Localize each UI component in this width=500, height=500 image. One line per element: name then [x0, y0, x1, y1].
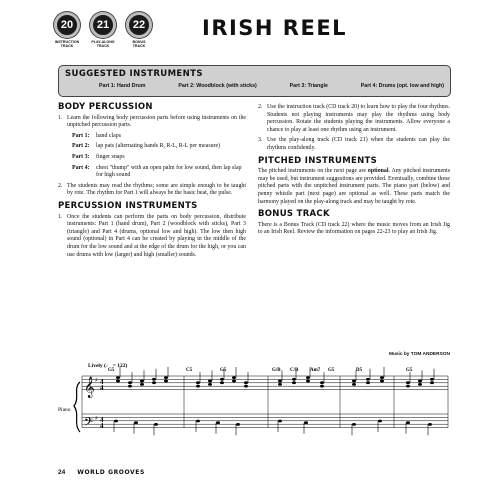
note-head — [306, 380, 310, 383]
note-head — [430, 381, 434, 384]
bonus-track-heading: BONUS TRACK — [258, 209, 330, 220]
note-head — [428, 423, 432, 426]
note-head — [216, 421, 220, 424]
note-head — [406, 381, 410, 384]
cd-icon: 22 — [126, 12, 152, 38]
chord-symbol: C/B — [290, 368, 299, 373]
note-head — [306, 376, 310, 379]
instrument-part-1: Part 1: Hand Drum — [99, 83, 146, 89]
part-label: Part 1: — [72, 132, 90, 139]
note-head — [278, 420, 282, 423]
treble-clef-icon: 𝄞 — [84, 377, 95, 398]
instrument-label: Piano — [58, 407, 71, 413]
list-item: 1. Once the students can perform the parts on body percussion, distribute instruments: Part 1 (hand drum), Part 2 (woodblock with sticks), Part 3 (triangle) and Part 4 (drums, optional low and high). The low then high sound (optional) in Part 4 can be created by playing in the middle of the drum for the low sound and at the edge of the drum for the high, or you can use drums with low (larger) and high (smaller) sounds. — [58, 213, 246, 258]
part-label: Part 4: — [72, 164, 90, 171]
part-text: chest "thump" with an open palm for low sound, then lap slap for high sound — [96, 164, 242, 179]
list-item: 2. The students may read the rhythms; some are simple enough to be taught by rote. The rhythm for Part 1 will always be the basic beat, the pulse. — [58, 182, 246, 197]
note-head — [116, 380, 120, 383]
optional-emphasis: optional — [367, 168, 389, 175]
note-head — [164, 380, 168, 383]
badge-label-line1: BONUS — [132, 40, 146, 44]
page-title: IRISH REEL — [202, 16, 348, 40]
chord-symbol: Am7 — [310, 368, 321, 373]
note-head — [236, 423, 240, 426]
note-head — [128, 385, 132, 388]
note-head — [366, 381, 370, 384]
note-head — [232, 380, 236, 383]
track-badges — [52, 12, 154, 48]
note-head — [116, 376, 120, 379]
note-head — [140, 383, 144, 386]
note-head — [244, 381, 248, 384]
body-percussion-step-2: The students may read the rhythms; some are simple enough to be taught by rote. The rhythm for Part 1 will always be the basic beat, the pulse. — [67, 182, 246, 197]
instrument-part-4: Part 4: Drums (opt. low and high) — [360, 83, 444, 89]
piano-score — [58, 358, 450, 458]
badge-label-line1: PLAY-ALONG — [91, 40, 115, 44]
note-head — [128, 381, 132, 384]
time-signature-icon: 4 — [100, 422, 104, 430]
right-column — [258, 104, 450, 237]
cd-icon: 20 — [54, 12, 80, 38]
percussion-instruments-heading: PERCUSSION INSTRUMENTS — [58, 200, 198, 211]
bass-clef-icon: 𝄢 — [84, 416, 94, 432]
percussion-step-3: Use the play-along track (CD track 21) when the students can play the rhythms confidently. — [267, 137, 450, 151]
instrument-part-3: Part 3: Triangle — [289, 83, 328, 89]
note-head — [352, 380, 356, 383]
pitched-instruments-heading: PITCHED INSTRUMENTS — [258, 155, 378, 166]
note-head — [152, 381, 156, 384]
note-head — [430, 378, 434, 381]
suggested-instruments-box — [58, 65, 451, 97]
note-head — [220, 381, 224, 384]
list-item: 2. Use the instruction track (CD track 20) to learn how to play the four rhythms. Students not playing instruments may play the rhythms using body percussion. Rotate the students playing the instruments. Allow everyone a chance to play at least one rhythm using an instrument. — [258, 104, 450, 133]
chord-symbol: G5 — [328, 368, 335, 373]
track-badge-instruction — [52, 12, 82, 48]
note-head — [196, 381, 200, 384]
note-head — [114, 420, 118, 423]
tempo-marking: Lively (♩ = 122) — [88, 363, 128, 369]
bonus-track-text: There is a Bonus Track (CD track 22) where the music moves from an Irish Jig to an Irish Reel. Review the information on pages 22-23 to play an Irish Jig. — [258, 221, 450, 236]
chord-symbol: C5 — [186, 368, 193, 373]
note-head — [196, 385, 200, 388]
note-head — [152, 378, 156, 381]
note-head — [208, 383, 212, 386]
part-row — [72, 165, 246, 180]
note-head — [380, 380, 384, 383]
brace-icon — [74, 382, 80, 432]
note-head — [278, 380, 282, 383]
left-column — [58, 104, 246, 259]
percussion-step-1: Once the students can perform the parts on body percussion, distribute instruments: Part 1 (hand drum), Part 2 (woodblock with sticks), Part 3 (triangle) and Part 4 (drums, optional low and high). The low then high sound (optional) in Part 4 can be created by playing in the middle of the drum for the low sound and at the edge of the drum for the high, or you can use drums with low (larger) and high (smaller) sounds. — [67, 213, 246, 258]
part-label: Part 2: — [72, 143, 90, 150]
note-head — [406, 421, 410, 424]
instrument-part-2: Part 2: Woodblock (with sticks) — [178, 83, 257, 89]
note-head — [232, 376, 236, 379]
note-head — [208, 380, 212, 383]
part-label: Part 3: — [72, 153, 90, 160]
note-head — [292, 378, 296, 381]
note-head — [378, 420, 382, 423]
list-item: 3. Use the play-along track (CD track 21) when the students can play the rhythms confidently. — [258, 137, 450, 151]
cd-icon: 21 — [90, 12, 116, 38]
note-head — [196, 420, 200, 423]
chord-symbol: D5 — [356, 368, 363, 373]
note-head — [244, 385, 248, 388]
part-text: hand claps — [96, 132, 122, 139]
percussion-step-2: Use the instruction track (CD track 20) to learn how to play the four rhythms. Students not playing instruments may play the rhythms using body percussion. Rotate the students playing the instruments. Allow everyone a chance to play at least one rhythm using an instrument. — [267, 104, 450, 133]
note-head — [320, 381, 324, 384]
part-text: finger snaps — [96, 153, 125, 160]
music-credit: Music by TOM ANDERSON — [388, 352, 450, 357]
note-head — [278, 383, 282, 386]
body-percussion-step-1: Learn the following body percussion parts before using instruments on the unpitched percussion parts. — [67, 114, 246, 129]
page-number: 24 — [58, 469, 66, 476]
body-percussion-heading: BODY PERCUSSION — [58, 102, 153, 112]
page-footer — [58, 469, 145, 476]
time-signature-icon: 4 — [100, 378, 104, 386]
note-head — [380, 376, 384, 379]
note-head — [134, 421, 138, 424]
part-text: lap pats (alternating hands R, R-L, R-L per measure) — [96, 143, 221, 150]
note-head — [292, 381, 296, 384]
note-head — [164, 376, 168, 379]
note-head — [154, 423, 158, 426]
chord-symbol: G5 — [406, 368, 413, 373]
badge-label-line2: TRACK — [60, 44, 74, 49]
time-signature-icon: 4 — [100, 384, 104, 392]
chord-symbol: G5 — [108, 368, 115, 373]
key-signature-sharp-icon: ♯ — [95, 377, 98, 384]
badge-label-line2: TRACK — [132, 44, 146, 49]
note-head — [304, 421, 308, 424]
part-row — [72, 133, 246, 141]
track-badge-bonus — [124, 12, 154, 48]
chord-symbol: G5 — [220, 368, 227, 373]
note-head — [352, 423, 356, 426]
note-head — [418, 380, 422, 383]
key-signature-sharp-icon: ♯ — [95, 415, 98, 422]
track-badge-playalong — [88, 12, 118, 48]
suggested-instruments-heading: SUGGESTED INSTRUMENTS — [65, 69, 203, 79]
pitched-instruments-text: The pitched instruments on the next page are optional. Any pitched instruments may be used, but instrument suggestions are provided. Eventually, combine these pitched parts with the unpitched instrument parts. The piano part (below) and penny whistle part (next page) are optional as well. These parts match the harmony played on the play-along track and may be taught by rote. — [258, 168, 450, 205]
note-head — [406, 385, 410, 388]
note-head — [352, 383, 356, 386]
note-head — [320, 385, 324, 388]
list-item: 1. Learn the following body percussion parts before using instruments on the unpitched percussion parts. — [58, 114, 246, 129]
suggested-instruments-list — [99, 83, 444, 89]
chord-symbol: G/B — [272, 368, 281, 373]
note-head — [418, 383, 422, 386]
note-head — [366, 378, 370, 381]
badge-label-line2: TRACK — [96, 44, 110, 49]
badge-label-line1: INSTRUCTION — [54, 40, 80, 44]
book-title: WORLD GROOVES — [77, 469, 145, 476]
note-head — [140, 380, 144, 383]
note-head — [220, 378, 224, 381]
part-row — [72, 154, 246, 162]
time-signature-icon: 4 — [100, 416, 104, 424]
part-row — [72, 143, 246, 151]
